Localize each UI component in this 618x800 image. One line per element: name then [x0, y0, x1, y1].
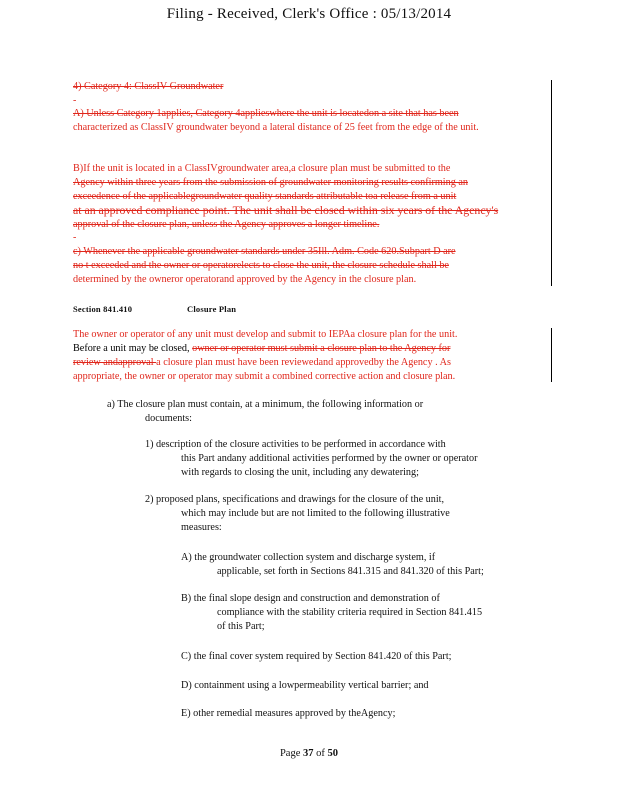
- section-number: Section 841.410: [73, 304, 133, 314]
- section-para-line1: The owner or operator of any unit must develop and submit to IEPAa closure plan for the unit.: [73, 329, 458, 340]
- item-a-line1: a) The closure plan must contain, at a minimum, the following information or: [107, 399, 424, 410]
- para-b-struck-3: at an approved compliance point. The unit shall be closed within six years of the Agency's: [73, 203, 499, 217]
- page-footer: [0, 748, 618, 759]
- dash-marker: -: [73, 232, 77, 243]
- subitem-B-line3: of this Part;: [217, 621, 265, 632]
- item-2-line1: 2) proposed plans, specifications and drawings for the closure of the unit,: [145, 494, 445, 505]
- section-para-line3-text: a closure plan must have been reviewedand approvedby the Agency . As: [156, 357, 451, 368]
- dash-marker: -: [73, 95, 77, 106]
- category-4-heading: 4) Category 4: ClassIV Groundwater: [73, 81, 224, 92]
- section-para-line4: appropriate, the owner or operator may submit a combined corrective action and closure plan.: [73, 371, 456, 382]
- para-b-line1: B)If the unit is located in a ClassIVgroundwater area,a closure plan must be submitted to the: [73, 163, 451, 174]
- section-para-line2: [73, 342, 527, 356]
- para-c-text: determined by the owneror operatorand approved by the Agency in the closure plan.: [73, 274, 417, 285]
- para-c-struck-1: c) Whenever the applicable groundwater standards under 35Ill. Adm. Code 620.Subpart D are: [73, 246, 456, 257]
- change-bar: [551, 328, 552, 382]
- subitem-A-line1: A) the groundwater collection system and discharge system, if: [181, 552, 436, 563]
- para-a-text: characterized as ClassIV groundwater beyond a lateral distance of 25 feet from the edge of the unit.: [73, 122, 479, 133]
- para-a-struck: A) Unless Category 1applies, Category 4applieswhere the unit is locatedon a site that has been: [73, 108, 459, 119]
- item-1-line2: this Part andany additional activities performed by the owner or operator: [181, 453, 478, 464]
- para-b-struck-2: exceedence of the applicablegroundwater quality standards attributable toa release from a unit: [73, 191, 457, 202]
- change-bar: [551, 80, 552, 286]
- subitem-B-line2: compliance with the stability criteria required in Section 841.415: [217, 607, 483, 618]
- item-1-line3: with regards to closing the unit, including any dewatering;: [181, 467, 419, 478]
- section-para-line3: [73, 356, 527, 370]
- item-2-line2: which may include but are not limited to the following illustrative: [181, 508, 450, 519]
- para-c-struck-2: no t exceeded and the owner or operatorelects to close the unit, the closure schedule shall be: [73, 260, 449, 271]
- item-a-line2: documents:: [145, 413, 192, 424]
- subitem-B-line1: B) the final slope design and construction and demonstration of: [181, 593, 440, 604]
- subitem-E-line1: E) other remedial measures approved by theAgency;: [181, 708, 396, 719]
- section-para-line3-struck: review andapproval: [73, 357, 157, 368]
- footer-prefix: Page: [279, 748, 304, 759]
- footer-of: of: [313, 748, 328, 759]
- subitem-C-line1: C) the final cover system required by Section 841.420 of this Part;: [181, 651, 452, 662]
- section-para-line2-text: Before a unit may be closed,: [73, 343, 193, 354]
- para-b-struck-1: Agency within three years from the submission of groundwater monitoring results confirming an: [73, 177, 468, 188]
- page-total: 50: [327, 748, 339, 759]
- filing-header: Filing - Received, Clerk's Office : 05/13/2014: [166, 6, 452, 22]
- item-1-line1: 1) description of the closure activities to be performed in accordance with: [145, 439, 446, 450]
- para-b-struck-4: approval of the closure plan, unless the Agency approves a longer timeline.: [73, 219, 380, 230]
- section-title: Closure Plan: [187, 304, 237, 314]
- page-number: 37: [303, 748, 314, 759]
- subitem-A-line2: applicable, set forth in Sections 841.315 and 841.320 of this Part;: [217, 566, 484, 577]
- section-para-line2-struck: owner or operator must submit a closure plan to the Agency for: [192, 343, 451, 354]
- subitem-D-line1: D) containment using a lowpermeability vertical barrier; and: [181, 680, 429, 691]
- item-2-line3: measures:: [181, 522, 222, 533]
